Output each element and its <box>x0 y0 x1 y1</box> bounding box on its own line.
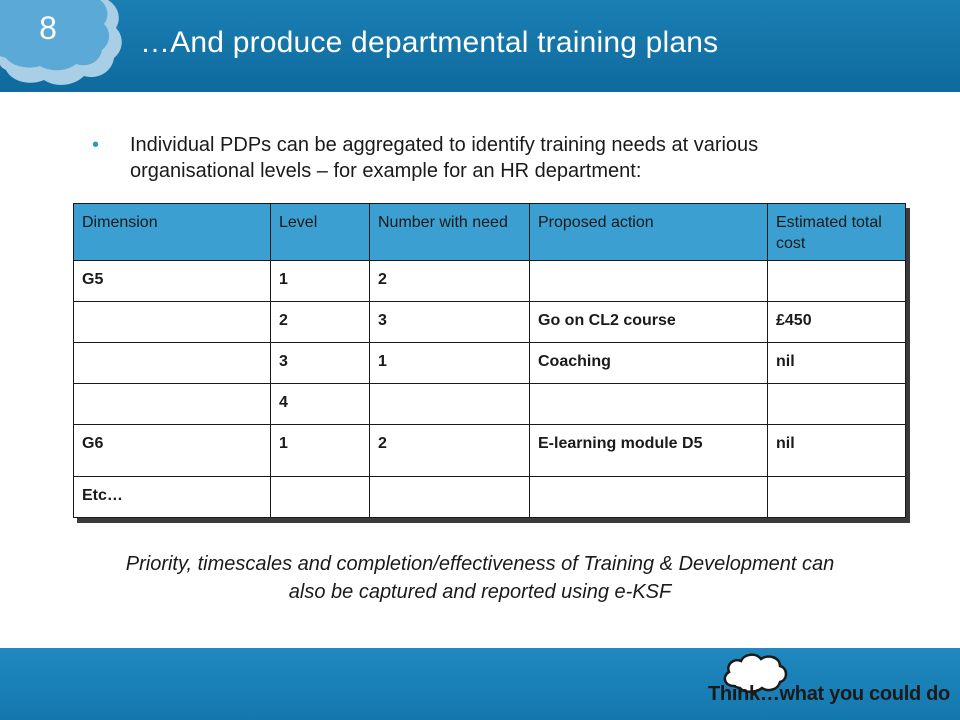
table-cell: E-learning module D5 <box>530 425 768 477</box>
table-cell <box>74 302 271 343</box>
bullet-point <box>92 132 852 184</box>
table-cell <box>768 477 906 518</box>
bullet-text: Individual PDPs can be aggregated to identify training needs at various organisational levels – for example for an HR department: <box>130 134 759 182</box>
footer-tagline: Think…what you could do <box>708 683 950 705</box>
table-row <box>74 302 906 343</box>
column-header-dimension: Dimension <box>74 204 271 261</box>
table-cell: G5 <box>74 261 271 302</box>
table-cell <box>370 477 530 518</box>
slide-title: …And produce departmental training plans <box>140 26 719 59</box>
table-cell <box>768 384 906 425</box>
table-cell: nil <box>768 425 906 477</box>
footnote-text: Priority, timescales and completion/effectiveness of Training & Development can also be captured and reported using e-KSF <box>125 553 835 603</box>
table-cell: 1 <box>271 261 370 302</box>
bullet-dot-icon: • <box>92 134 100 156</box>
table-cell <box>74 343 271 384</box>
table-cell: Etc… <box>74 477 271 518</box>
table-cell <box>530 261 768 302</box>
training-plan-table <box>73 203 906 518</box>
table-cell: 2 <box>370 261 530 302</box>
table-cell <box>271 477 370 518</box>
table-header-row <box>74 204 906 261</box>
table-row <box>74 425 906 477</box>
table-cell: 1 <box>271 425 370 477</box>
table-cell <box>74 384 271 425</box>
table-cell: nil <box>768 343 906 384</box>
table-row <box>74 384 906 425</box>
table-cell: 3 <box>271 343 370 384</box>
table-cell <box>768 261 906 302</box>
table-cell <box>530 477 768 518</box>
column-header-estimated-total-cost: Estimated total cost <box>768 204 906 261</box>
table-cell: 3 <box>370 302 530 343</box>
table-cell <box>370 384 530 425</box>
table-cell: 4 <box>271 384 370 425</box>
table-cell: 2 <box>370 425 530 477</box>
column-header-proposed-action: Proposed action <box>530 204 768 261</box>
slide-number: 8 <box>39 10 57 46</box>
table-cell: 1 <box>370 343 530 384</box>
table-cell: Go on CL2 course <box>530 302 768 343</box>
column-header-number-with-need: Number with need <box>370 204 530 261</box>
table-cell <box>530 384 768 425</box>
column-header-level: Level <box>271 204 370 261</box>
table-row <box>74 477 906 518</box>
table-cell: 2 <box>271 302 370 343</box>
table-cell: £450 <box>768 302 906 343</box>
table-cell: Coaching <box>530 343 768 384</box>
table-cell: G6 <box>74 425 271 477</box>
table-row <box>74 261 906 302</box>
table-row <box>74 343 906 384</box>
